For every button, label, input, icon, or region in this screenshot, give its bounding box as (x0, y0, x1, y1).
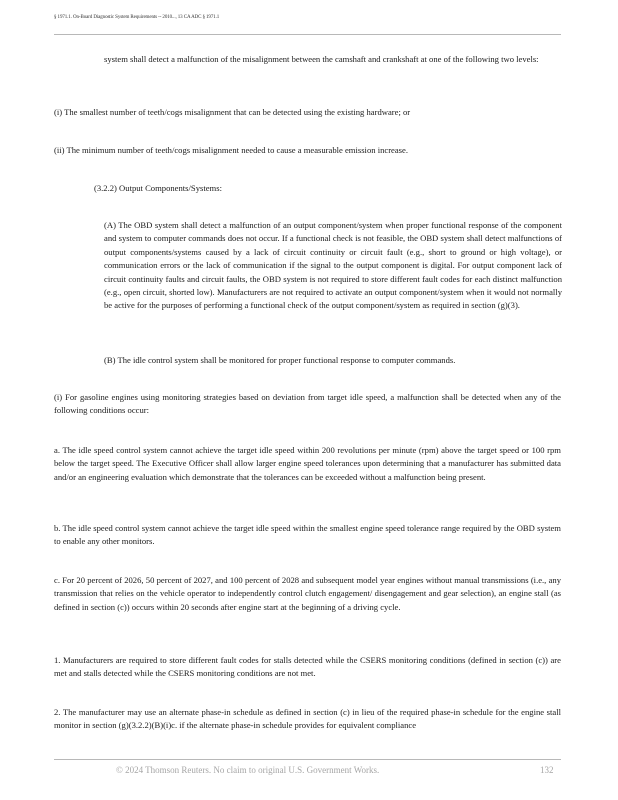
paragraph-item-2-phase-in: 2. The manufacturer may use an alternate phase-in schedule as defined in section (c) in lieu of the required phase-in schedule for the engine stall monitor in section (g)(3.2.2)(B)(i)c. if the alternate phase-in schedule provides for equivalent compliance (54, 707, 561, 731)
paragraph-item-b-tolerance-range: b. The idle speed control system cannot achieve the target idle speed within the smallest engine speed tolerance range required by the OBD system to enable any other monitors. (54, 523, 561, 547)
paragraph-item-a-target-idle-speed: a. The idle speed control system cannot achieve the target idle speed within 200 revolutions per minute (rpm) above the target speed or 100 rpm below the target speed. The Executive Officer shall allow larger engine speed tolerances upon determining that a manufacturer has submitted data and/or an engineering evaluation which demonstrate that the tolerances can be exceeded without a malfunction being present. (54, 445, 561, 482)
footer-copyright: © 2024 Thomson Reuters. No claim to original U.S. Government Works. (116, 765, 380, 775)
paragraph-item-ii-minimum-teeth: (ii) The minimum number of teeth/cogs misalignment needed to cause a measurable emission increase. (54, 145, 408, 155)
paragraph-item-1-fault-codes: 1. Manufacturers are required to store different fault codes for stalls detected while the CSERS monitoring conditions (defined in section (c)) are met and stalls detected while the CSERS monitoring conditions are not met. (54, 655, 561, 679)
paragraph-item-b-idle-control: (B) The idle control system shall be monitored for proper functional response to computer commands. (104, 355, 456, 365)
paragraph-item-a-output-component: (A) The OBD system shall detect a malfunction of an output component/system when proper functional response of the component and system to computer commands does not occur. If a functional check is not feasible, the OBD system shall detect malfunctions of output components/systems caused by a lack of circuit continuity or circuit fault (e.g., short to ground or high voltage), or communication errors or the lack of communication if the signal to the output component is digital. For output component lack of circuit continuity faults and circuit faults, the OBD system is not required to store different fault codes for each distinct malfunction (e.g., open circuit, shorted low). Manufacturers are not required to activate an output component/system when it would not normally be active for the purposes of performing a functional check of the output component/system as required in section (g)(3). (104, 220, 562, 311)
paragraph-item-c-engine-stall: c. For 20 percent of 2026, 50 percent of 2027, and 100 percent of 2028 and subsequent model year engines without manual transmissions (i.e., any transmission that relies on the vehicle operator to independently control clutch engagement/ disengagement and gear selection), an engine stall (as defined in section (c)) occurs within 20 seconds after engine start at the beginning of a driving cycle. (54, 575, 561, 612)
paragraph-item-i-smallest-teeth: (i) The smallest number of teeth/cogs misalignment that can be detected using the existing hardware; or (54, 107, 411, 117)
section-heading-output-components: (3.2.2) Output Components/Systems: (94, 183, 222, 193)
page-number: 132 (540, 765, 554, 775)
page-header-citation: § 1971.1. On-Board Diagnostic System Requirements -- 2010..., 13 CA ADC § 1971.1 (54, 15, 220, 20)
paragraph-misalignment-levels: system shall detect a malfunction of the misalignment between the camshaft and crankshaft at one of the following two levels: (104, 54, 539, 64)
paragraph-item-i-gasoline-idle: (i) For gasoline engines using monitoring strategies based on deviation from target idle speed, a malfunction shall be detected when any of the following conditions occur: (54, 392, 561, 416)
footer-divider (54, 759, 561, 760)
header-divider (54, 34, 561, 35)
